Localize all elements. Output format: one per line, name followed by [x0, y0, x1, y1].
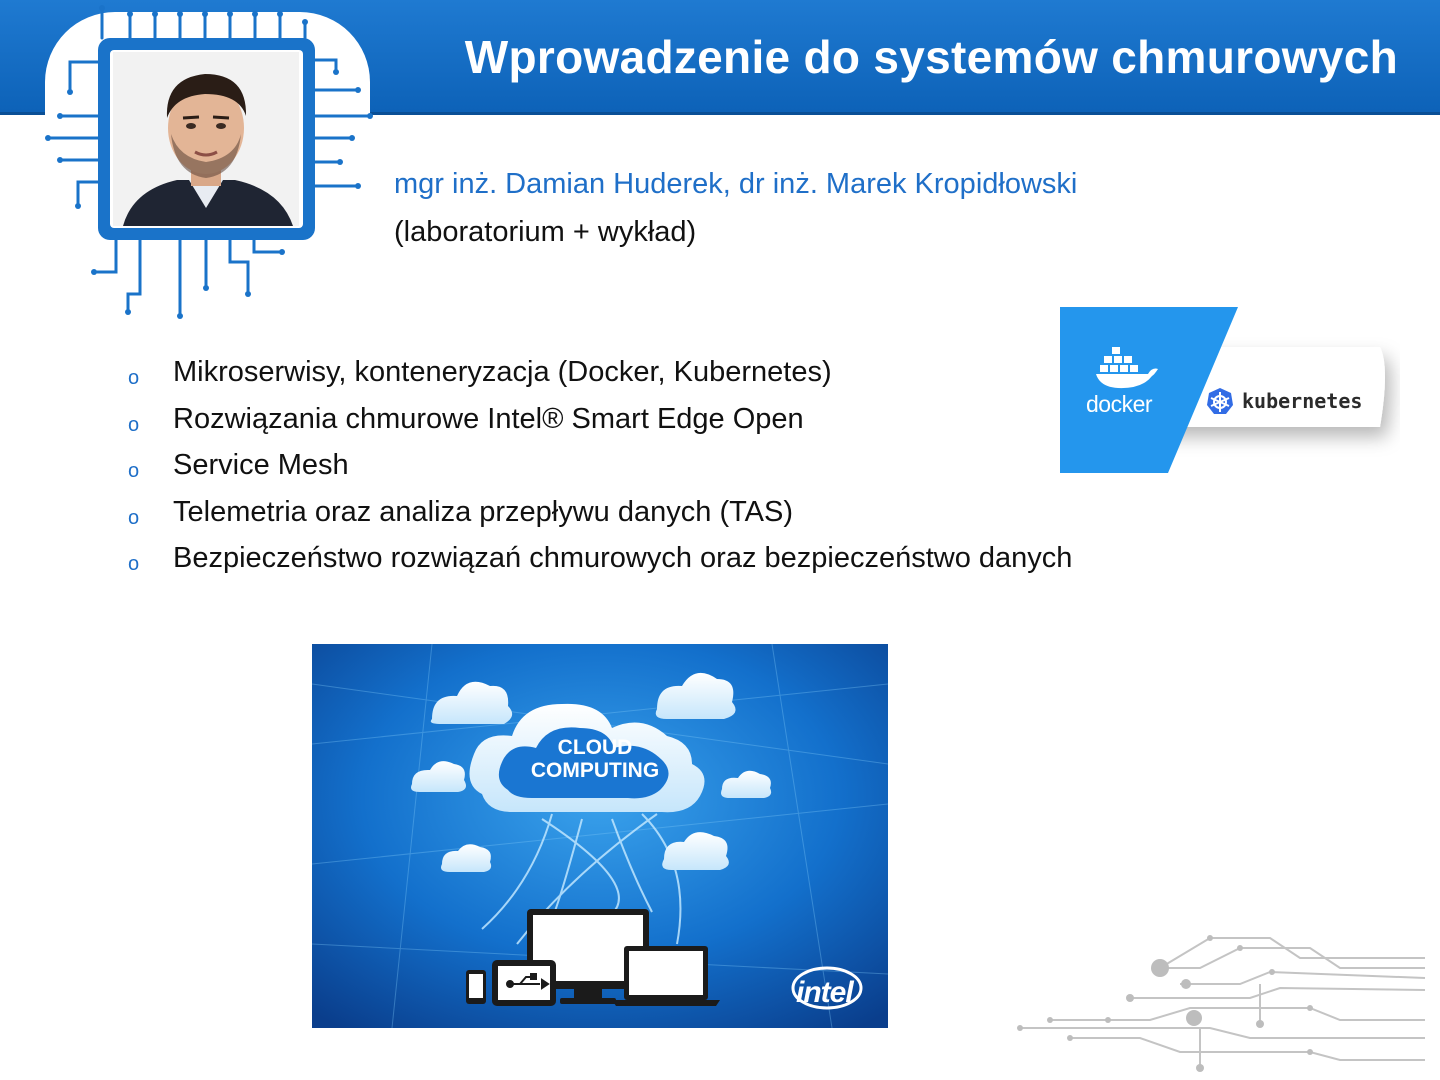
bullet-marker: o: [128, 413, 140, 436]
cloud-label-line1: CLOUD: [557, 736, 633, 759]
docker-logo-text: docker: [1086, 391, 1153, 417]
list-item: [128, 399, 1072, 446]
docker-kubernetes-logo: [1060, 307, 1400, 497]
bullet-marker: o: [128, 367, 140, 389]
intel-logo: intel: [796, 976, 853, 1009]
kubernetes-logo-text: kubernetes: [1242, 389, 1363, 413]
cloud-computing-label: [502, 736, 688, 782]
bullet-marker: o: [128, 553, 140, 575]
topics-list: [128, 352, 1072, 585]
kubernetes-helm-icon: [1206, 387, 1234, 415]
bullet-marker: o: [128, 460, 140, 482]
list-item: [128, 445, 1072, 492]
authors-line: mgr inż. Damian Huderek, dr inż. Marek Kropidłowski: [394, 168, 1078, 200]
laptop-icon: [612, 946, 720, 1006]
docker-whale-icon: [1096, 345, 1160, 389]
slide-title: Wprowadzenie do systemów chmurowych: [464, 31, 1398, 83]
list-item-text: Bezpieczeństwo rozwiązań chmurowych oraz bezpieczeństwo danych: [173, 542, 1073, 574]
phone-icon: [466, 970, 486, 1004]
cloud-computing-image: [312, 644, 888, 1028]
course-role: (laboratorium + wykład): [394, 216, 697, 248]
lecturer-photo: [113, 52, 299, 226]
list-item-text: Service Mesh: [173, 449, 349, 481]
cloud-label-line2: COMPUTING: [530, 759, 660, 782]
list-item-text: Telemetria oraz analiza przepływu danych (TAS): [173, 495, 794, 528]
bullet-marker: o: [128, 506, 140, 529]
list-item: [128, 538, 1072, 585]
list-item: [128, 492, 1072, 539]
circuit-decoration-icon: [1010, 928, 1430, 1078]
list-item: [128, 352, 1072, 399]
list-item-text: Rozwiązania chmurowe Intel® Smart Edge Open: [173, 402, 804, 435]
list-item-text: Mikroserwisy, konteneryzacja (Docker, Kubernetes): [173, 356, 832, 388]
